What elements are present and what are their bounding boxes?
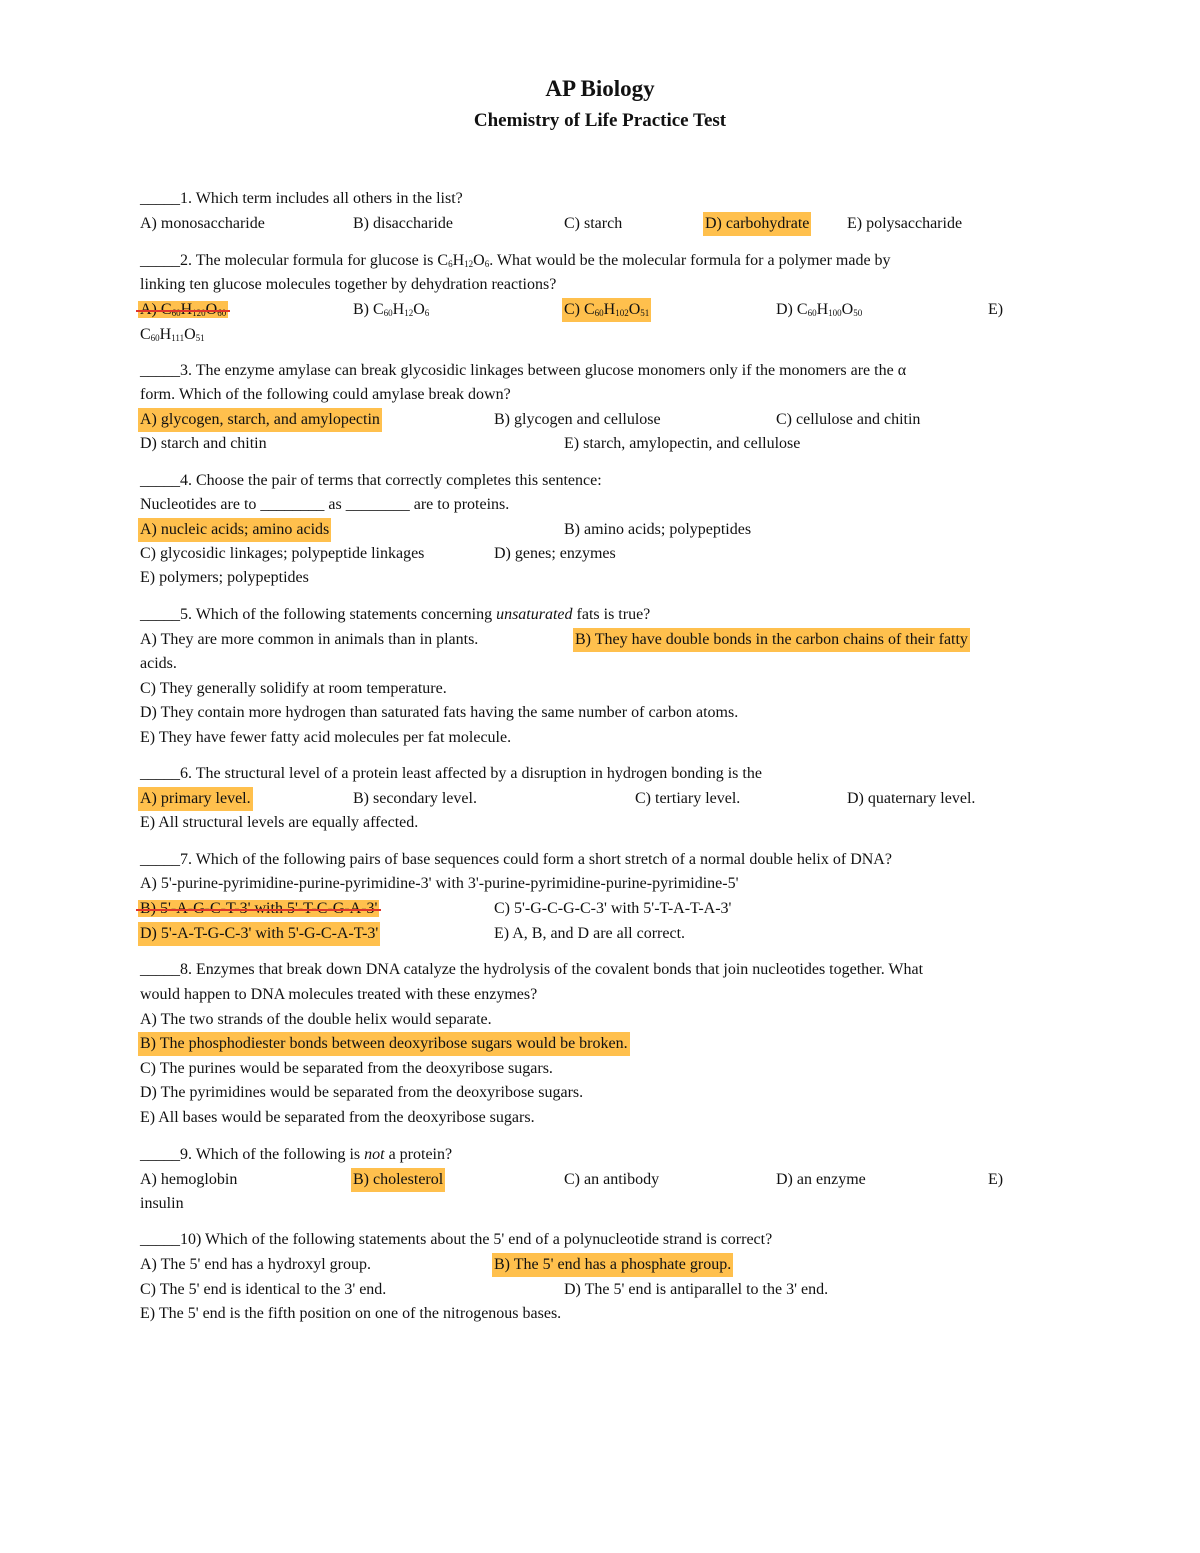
q5-option-e: E) They have fewer fatty acid molecules per fat molecule. <box>140 729 512 746</box>
question-2-text: _____2. The molecular formula for glucose is $C_6H_{12}O_6$. What would be the molecular formula for a polymer made by <box>140 252 891 269</box>
q2-option-b: B) $C_{60}H_{12}O_6$ <box>353 301 430 318</box>
q9-option-d: D) an enzyme <box>776 1171 866 1188</box>
q9-option-e: insulin <box>140 1195 184 1212</box>
q6-option-d: D) quaternary level. <box>847 790 976 807</box>
question-6-text: _____6. The structural level of a protein least affected by a disruption in hydrogen bonding is the <box>140 765 762 782</box>
question-3-text-line2: form. Which of the following could amylase break down? <box>140 386 511 403</box>
question-10-text: _____10) Which of the following statements about the 5' end of a polynucleotide strand is correct? <box>140 1231 773 1248</box>
q9-option-b-highlighted: B) cholesterol <box>351 1168 445 1192</box>
q8-option-b-highlighted: B) The phosphodiester bonds between deoxyribose sugars would be broken. <box>138 1032 630 1056</box>
q9-option-e-label: E) <box>988 1171 1004 1188</box>
q8-option-e: E) All bases would be separated from the deoxyribose sugars. <box>140 1109 535 1126</box>
page-title: AP Biology <box>545 76 655 101</box>
q8-option-c: C) The purines would be separated from the deoxyribose sugars. <box>140 1060 553 1077</box>
q7-option-e: E) A, B, and D are all correct. <box>494 925 686 942</box>
q2-option-a-struck: A) $C_{60}H_{120}O_{60}$ <box>140 301 227 318</box>
q8-option-d: D) The pyrimidines would be separated from the deoxyribose sugars. <box>140 1084 584 1101</box>
q2-option-d: D) $C_{60}H_{100}O_{50}$ <box>776 301 863 318</box>
q3-option-e: E) starch, amylopectin, and cellulose <box>564 435 801 452</box>
question-4-text-line2: Nucleotides are to ________ as ________ are to proteins. <box>140 496 510 513</box>
q7-option-c: C) 5'-G-C-G-C-3' with 5'-T-A-T-A-3' <box>494 900 732 917</box>
question-1-text: _____1. Which term includes all others in the list? <box>140 190 463 207</box>
q4-option-a-highlighted: A) nucleic acids; amino acids <box>138 518 331 542</box>
question-7-text: _____7. Which of the following pairs of base sequences could form a short stretch of a normal double helix of DNA? <box>140 851 892 868</box>
q10-option-a: A) The 5' end has a hydroxyl group. <box>140 1256 371 1273</box>
q8-option-a: A) The two strands of the double helix would separate. <box>140 1011 492 1028</box>
q6-option-b: B) secondary level. <box>353 790 477 807</box>
question-2-text-line2: linking ten glucose molecules together by dehydration reactions? <box>140 276 557 293</box>
q1-option-a: A) monosaccharide <box>140 215 265 232</box>
q5-option-b-continued: acids. <box>140 655 177 672</box>
q5-option-b-highlighted: B) They have double bonds in the carbon chains of their fatty <box>573 628 970 652</box>
q1-option-d-highlighted: D) carbohydrate <box>703 212 811 236</box>
q4-option-b: B) amino acids; polypeptides <box>564 521 752 538</box>
question-4-text: _____4. Choose the pair of terms that correctly completes this sentence: <box>140 472 602 489</box>
q6-option-a-highlighted: A) primary level. <box>138 787 253 811</box>
question-7-options-row2 <box>140 897 732 921</box>
q5-option-d: D) They contain more hydrogen than saturated fats having the same number of carbon atoms. <box>140 704 739 721</box>
q7-option-b-struck: B) 5'-A-G-C-T-3' with 5'-T-C-G-A-3' <box>140 900 378 917</box>
q9-option-a: A) hemoglobin <box>140 1171 238 1188</box>
q2-option-c-highlighted: C) $C_{60}H_{102}O_{51}$ <box>562 298 651 322</box>
q6-option-c: C) tertiary level. <box>635 790 741 807</box>
q6-option-e: E) All structural levels are equally affected. <box>140 814 419 831</box>
q3-option-c: C) cellulose and chitin <box>776 411 921 428</box>
q10-option-c: C) The 5' end is identical to the 3' end. <box>140 1281 387 1298</box>
q5-option-a: A) They are more common in animals than in plants. <box>140 631 479 648</box>
q4-option-d: D) genes; enzymes <box>494 545 616 562</box>
q1-option-e: E) polysaccharide <box>847 215 963 232</box>
q3-option-b: B) glycogen and cellulose <box>494 411 661 428</box>
q5-option-c: C) They generally solidify at room temperature. <box>140 680 447 697</box>
q9-option-c: C) an antibody <box>564 1171 660 1188</box>
question-8-text: _____8. Enzymes that break down DNA catalyze the hydrolysis of the covalent bonds that join nucleotides together. What <box>140 961 924 978</box>
question-9-text: _____9. Which of the following is not a protein? <box>140 1146 453 1163</box>
q10-option-d: D) The 5' end is antiparallel to the 3' end. <box>564 1281 829 1298</box>
q10-option-e: E) The 5' end is the fifth position on one of the nitrogenous bases. <box>140 1305 562 1322</box>
q2-option-e: $C_{60}H_{111}O_{51}$ <box>140 326 205 343</box>
question-5-text: _____5. Which of the following statements concerning unsaturated fats is true? <box>140 606 651 623</box>
q4-option-e: E) polymers; polypeptides <box>140 569 309 586</box>
q7-option-a: A) 5'-purine-pyrimidine-purine-pyrimidine-3' with 3'-purine-pyrimidine-purine-pyrimidine-5' <box>140 875 739 892</box>
question-2-options <box>140 298 1004 322</box>
q4-option-c: C) glycosidic linkages; polypeptide linkages <box>140 545 425 562</box>
question-3-text: _____3. The enzyme amylase can break glycosidic linkages between glucose monomers only if the monomers are the α <box>140 362 907 379</box>
q1-option-b: B) disaccharide <box>353 215 453 232</box>
q3-option-a-highlighted: A) glycogen, starch, and amylopectin <box>138 408 382 432</box>
page-subtitle: Chemistry of Life Practice Test <box>473 110 727 131</box>
q3-option-d: D) starch and chitin <box>140 435 267 452</box>
question-8-text-line2: would happen to DNA molecules treated with these enzymes? <box>140 986 538 1003</box>
q2-option-e-label: E) <box>988 301 1004 318</box>
q1-option-c: C) starch <box>564 215 623 232</box>
q7-option-d-highlighted: D) 5'-A-T-G-C-3' with 5'-G-C-A-T-3' <box>138 922 380 946</box>
q10-option-b-highlighted: B) The 5' end has a phosphate group. <box>492 1253 733 1277</box>
